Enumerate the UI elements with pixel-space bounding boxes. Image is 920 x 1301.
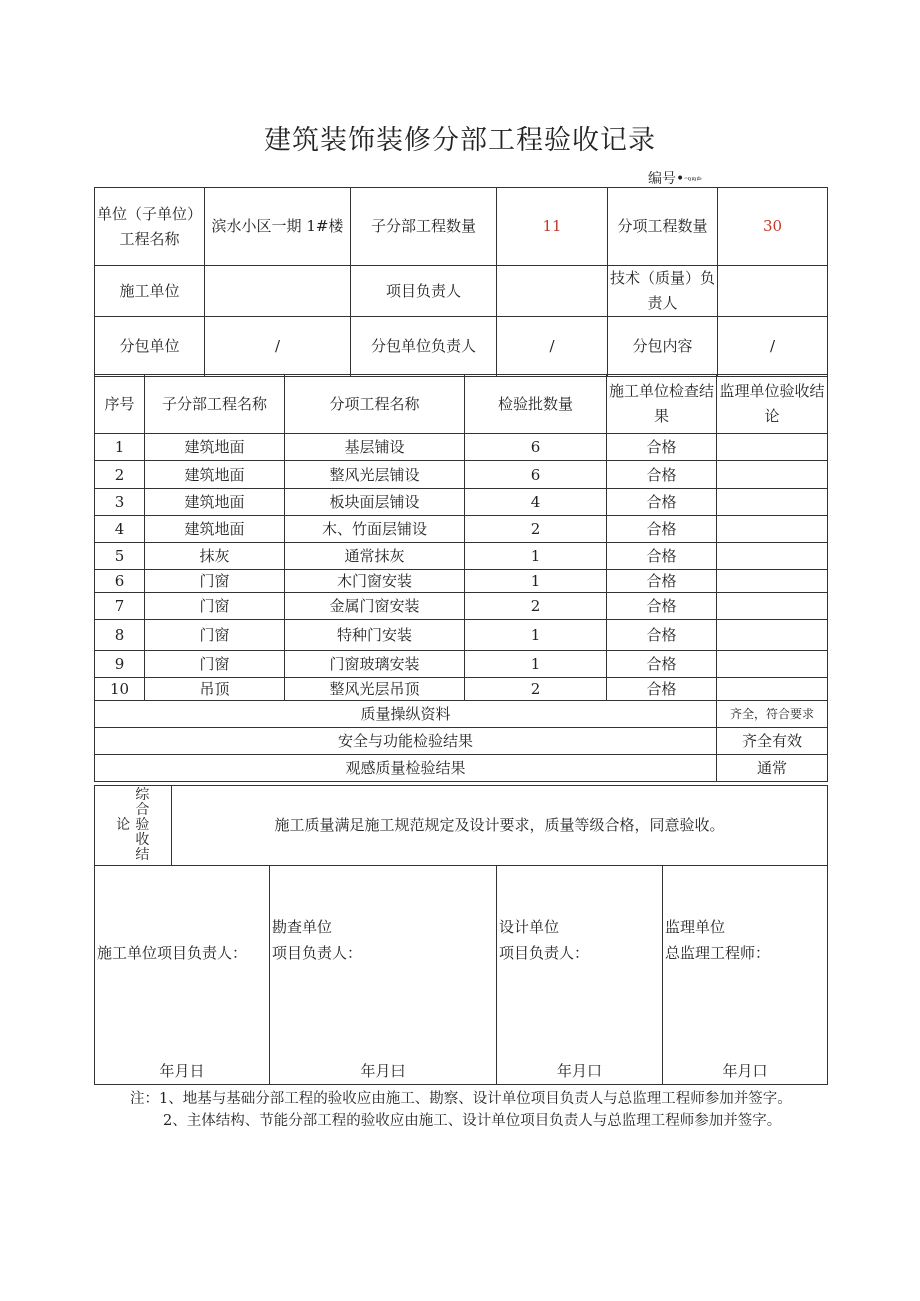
row-check: 合格 xyxy=(607,461,717,489)
items-body xyxy=(95,434,828,701)
row-sub-name: 门窗 xyxy=(145,593,285,620)
signature-design xyxy=(497,866,663,1085)
row-item-name: 通常抹灰 xyxy=(285,543,465,570)
signature-design-date: 年月口 xyxy=(556,1062,602,1080)
table-row xyxy=(95,678,828,701)
sub-count-label: 子分部工程数量 xyxy=(351,188,497,266)
contractor-label: 施工单位 xyxy=(95,266,205,317)
row-batch: 4 xyxy=(465,489,607,516)
contractor-value xyxy=(205,266,351,317)
row-no: 10 xyxy=(95,678,145,701)
tech-manager-value xyxy=(718,266,828,317)
col-header-no: 序号 xyxy=(95,375,145,434)
table-row xyxy=(95,593,828,620)
notes xyxy=(130,1088,792,1132)
note-1: 注：1、地基与基础分部工程的验收应由施工、勘察、设计单位项目负责人与总监理工程师参加并签字。 xyxy=(130,1091,792,1107)
row-no: 3 xyxy=(95,489,145,516)
note-2: 2、主体结构、节能分部工程的验收应由施工、设计单位项目负责人与总监理工程师参加并签字。 xyxy=(163,1113,782,1129)
signature-survey xyxy=(270,866,497,1085)
summary-safety-value: 齐全有效 xyxy=(717,728,828,755)
table-row xyxy=(95,461,828,489)
row-batch: 1 xyxy=(465,543,607,570)
row-sub-name: 抹灰 xyxy=(145,543,285,570)
conclusion-label-a: 论 xyxy=(116,817,131,833)
record-number xyxy=(648,168,736,188)
signature-supervision-role: 总监理工程师： xyxy=(665,944,771,962)
unit-name-value: 滨水小区一期 1#楼 xyxy=(205,188,351,266)
row-batch: 1 xyxy=(465,651,607,678)
row-sub-name: 门窗 xyxy=(145,570,285,593)
row-check: 合格 xyxy=(607,489,717,516)
subcontractor-manager-label: 分包单位负责人 xyxy=(351,317,497,377)
row-supervisor xyxy=(717,434,828,461)
row-check: 合格 xyxy=(607,620,717,651)
record-number-value: ᵔᵑᵎᵑᵎᵇ xyxy=(684,176,702,186)
unit-name-label: 单位（子单位）工程名称 xyxy=(95,188,205,266)
row-item-name: 板块面层铺设 xyxy=(285,489,465,516)
project-manager-label: 项目负责人 xyxy=(351,266,497,317)
row-no: 5 xyxy=(95,543,145,570)
col-header-item-name: 分项工程名称 xyxy=(285,375,465,434)
conclusion-label xyxy=(95,786,172,866)
row-item-name: 金属门窗安装 xyxy=(285,593,465,620)
row-sub-name: 建筑地面 xyxy=(145,489,285,516)
signature-contractor-unit xyxy=(97,914,247,966)
signature-supervision xyxy=(663,866,828,1085)
row-supervisor xyxy=(717,678,828,701)
page-title: 建筑装饰装修分部工程验收记录 xyxy=(264,125,656,156)
row-item-name: 特种门安装 xyxy=(285,620,465,651)
items-table xyxy=(94,374,828,782)
row-supervisor xyxy=(717,516,828,543)
signature-contractor xyxy=(95,866,270,1085)
record-number-label: 编号• xyxy=(648,171,685,187)
row-batch: 2 xyxy=(465,678,607,701)
row-item-name: 木、竹面层铺设 xyxy=(285,516,465,543)
sub-count-value: 11 xyxy=(497,188,608,266)
row-check: 合格 xyxy=(607,570,717,593)
signature-table xyxy=(94,865,828,1085)
table-row xyxy=(95,543,828,570)
row-batch: 1 xyxy=(465,620,607,651)
row-batch: 6 xyxy=(465,434,607,461)
signature-survey-unit: 勘查单位 项目负责人： xyxy=(272,914,362,966)
subcontract-content-value: / xyxy=(718,317,828,377)
summary-safety-label: 安全与功能检验结果 xyxy=(95,728,717,755)
conclusion-text: 施工质量满足施工规范规定及设计要求，质量等级合格，同意验收。 xyxy=(172,786,828,866)
summary-quality-label: 质量操纵资料 xyxy=(95,701,717,728)
table-row xyxy=(95,489,828,516)
row-supervisor xyxy=(717,593,828,620)
row-check: 合格 xyxy=(607,651,717,678)
subcontractor-value: / xyxy=(205,317,351,377)
conclusion-label-b: 综合验收结 xyxy=(135,787,150,863)
row-no: 4 xyxy=(95,516,145,543)
signature-contractor-role: 施工单位项目负责人： xyxy=(97,944,248,962)
row-batch: 2 xyxy=(465,516,607,543)
row-check: 合格 xyxy=(607,516,717,543)
row-sub-name: 建筑地面 xyxy=(145,461,285,489)
tech-manager-label: 技术（质量）负责人 xyxy=(608,266,718,317)
col-header-check: 施工单位检查结果 xyxy=(607,375,717,434)
row-check: 合格 xyxy=(607,434,717,461)
col-header-supervisor: 监理单位验收结论 xyxy=(717,375,828,434)
row-sub-name: 建筑地面 xyxy=(145,434,285,461)
item-count-value: 30 xyxy=(718,188,828,266)
row-no: 9 xyxy=(95,651,145,678)
row-item-name: 基层铺设 xyxy=(285,434,465,461)
row-supervisor xyxy=(717,461,828,489)
row-check: 合格 xyxy=(607,678,717,701)
col-header-sub-name: 子分部工程名称 xyxy=(145,375,285,434)
row-no: 2 xyxy=(95,461,145,489)
signature-survey-role: 项目负责人： xyxy=(272,944,363,962)
col-header-batch: 检验批数量 xyxy=(465,375,607,434)
row-sub-name: 门窗 xyxy=(145,651,285,678)
subcontract-content-label: 分包内容 xyxy=(608,317,718,377)
row-supervisor xyxy=(717,620,828,651)
row-sub-name: 吊顶 xyxy=(145,678,285,701)
row-sub-name: 门窗 xyxy=(145,620,285,651)
row-item-name: 整风光层铺设 xyxy=(285,461,465,489)
row-item-name: 门窗玻璃安装 xyxy=(285,651,465,678)
project-manager-value xyxy=(497,266,608,317)
row-batch: 2 xyxy=(465,593,607,620)
row-no: 1 xyxy=(95,434,145,461)
row-no: 8 xyxy=(95,620,145,651)
signature-design-unit: 设计单位 项目负责人： xyxy=(499,914,589,966)
row-batch: 1 xyxy=(465,570,607,593)
row-batch: 6 xyxy=(465,461,607,489)
table-row xyxy=(95,570,828,593)
row-supervisor xyxy=(717,570,828,593)
summary-appearance-label: 观感质量检验结果 xyxy=(95,755,717,782)
table-row xyxy=(95,620,828,651)
row-supervisor xyxy=(717,489,828,516)
table-row xyxy=(95,516,828,543)
item-count-label: 分项工程数量 xyxy=(608,188,718,266)
row-check: 合格 xyxy=(607,593,717,620)
row-supervisor xyxy=(717,543,828,570)
row-check: 合格 xyxy=(607,543,717,570)
signature-design-role: 项目负责人： xyxy=(499,944,590,962)
row-supervisor xyxy=(717,651,828,678)
subcontractor-label: 分包单位 xyxy=(95,317,205,377)
row-item-name: 整风光层吊顶 xyxy=(285,678,465,701)
summary-quality-value: 齐全，符合要求 xyxy=(717,701,828,728)
project-info-table xyxy=(94,187,828,377)
row-no: 6 xyxy=(95,570,145,593)
row-no: 7 xyxy=(95,593,145,620)
table-row xyxy=(95,434,828,461)
table-row xyxy=(95,651,828,678)
summary-appearance-value: 通常 xyxy=(717,755,828,782)
row-sub-name: 建筑地面 xyxy=(145,516,285,543)
conclusion-table xyxy=(94,785,828,866)
signature-survey-date: 年月曰 xyxy=(360,1062,406,1080)
subcontractor-manager-value: / xyxy=(497,317,608,377)
signature-supervision-unit: 监理单位 总监理工程师： xyxy=(665,914,770,966)
signature-contractor-date: 年月日 xyxy=(159,1062,205,1080)
signature-supervision-date: 年月口 xyxy=(722,1062,768,1080)
row-item-name: 木门窗安装 xyxy=(285,570,465,593)
